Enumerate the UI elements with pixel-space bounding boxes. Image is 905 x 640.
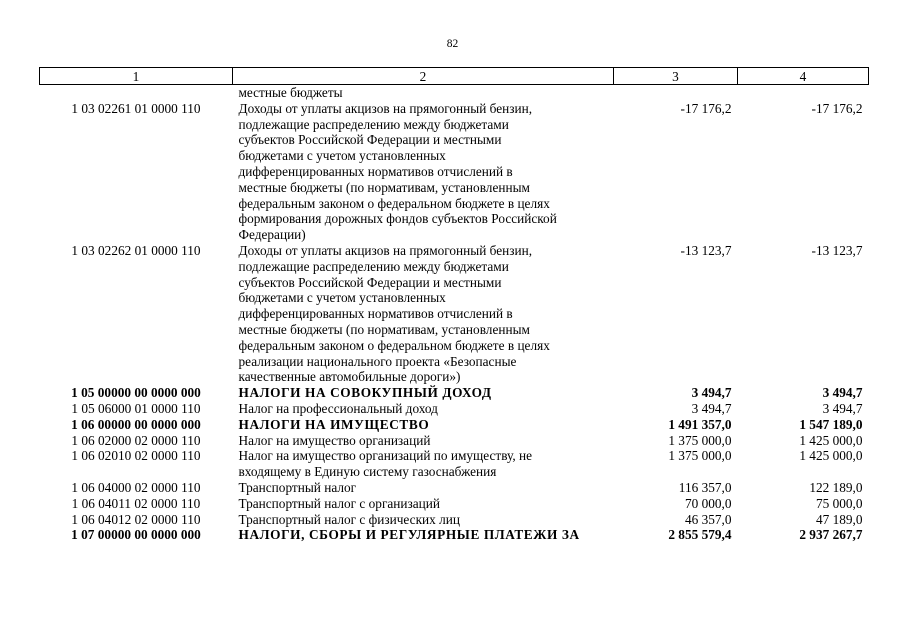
revenue-name-line: субъектов Российской Федерации и местными [238,274,502,290]
revenue-name-cell [233,243,614,385]
table-row [40,401,869,417]
amount-year-2-cell [738,85,869,101]
amount-year-2-cell: 1 547 189,0 [799,416,863,432]
table-row [40,385,869,401]
revenue-name-line: местные бюджеты (по нормативам, установленным [238,321,530,337]
revenue-name-line: Федерации) [238,227,306,243]
revenue-name-line: бюджетами с учетом установленных [238,148,446,164]
column-header-year-2: 4 [738,68,869,85]
table-row [40,85,869,101]
revenue-name-line: Транспортный налог с физических лиц [238,511,460,527]
table-row [40,496,869,512]
revenue-name-cell [233,85,614,101]
revenue-code-cell: 1 06 04012 02 0000 110 [71,511,201,527]
revenue-code-cell: 1 06 04011 02 0000 110 [71,495,201,511]
budget-revenue-table [39,67,869,543]
revenue-name-line: Налог на имущество организаций [238,432,431,448]
amount-year-2-cell: 2 937 267,7 [799,527,863,543]
revenue-name-line: федеральным законом о федеральном бюджете в целях [238,195,550,211]
revenue-name-cell [233,496,614,512]
revenue-name-cell [233,480,614,496]
table-header-row [40,68,869,85]
revenue-name-cell [233,401,614,417]
revenue-name-line: местные бюджеты (по нормативам, установленным [238,179,530,195]
revenue-name-line: подлежащие распределению между бюджетами [238,116,509,132]
amount-year-1-cell: 1 491 357,0 [668,416,732,432]
revenue-code-cell: 1 06 04000 02 0000 110 [71,479,201,495]
amount-year-1-cell: 46 357,0 [684,511,732,527]
amount-year-1-cell: 1 375 000,0 [668,448,732,464]
amount-year-2-cell: 47 189,0 [815,511,863,527]
revenue-code-cell: 1 06 02000 02 0000 110 [71,432,201,448]
revenue-name-line: бюджетами с учетом установленных [238,290,446,306]
amount-year-2-cell: 122 189,0 [809,479,863,495]
revenue-name-line: дифференцированных нормативов отчислений в [238,306,513,322]
column-header-year-1: 3 [614,68,738,85]
amount-year-2-cell: -13 123,7 [811,242,863,258]
amount-year-1-cell: 3 494,7 [691,385,732,401]
table-row [40,243,869,385]
amount-year-1-cell: -17 176,2 [680,100,732,116]
revenue-code-cell: 1 03 02261 01 0000 110 [71,100,201,116]
revenue-name-line: подлежащие распределению между бюджетами [238,258,509,274]
revenue-name-line: местные бюджеты [238,85,343,100]
revenue-name-line: реализации национального проекта «Безопасные [238,353,517,369]
revenue-name-line: Налог на профессиональный доход [238,400,438,416]
revenue-name-line: формирования дорожных фондов субъектов Российской [238,211,557,227]
amount-year-2-cell: 3 494,7 [822,400,863,416]
table-row [40,480,869,496]
table-row [40,101,869,243]
column-header-name: 2 [233,68,614,85]
amount-year-1-cell: 3 494,7 [691,400,732,416]
table-row [40,527,869,543]
revenue-code-cell: 1 05 00000 00 0000 000 [71,385,201,401]
table-body [40,85,869,544]
amount-year-1-cell: 70 000,0 [684,495,732,511]
revenue-code-cell: 1 03 02262 01 0000 110 [71,242,201,258]
revenue-name-line: Доходы от уплаты акцизов на прямогонный бензин, [238,242,533,258]
revenue-name-line: дифференцированных нормативов отчислений в [238,163,513,179]
revenue-name-line: федеральным законом о федеральном бюджете в целях [238,337,550,353]
revenue-name-line: субъектов Российской Федерации и местными [238,132,502,148]
revenue-name-line: входящему в Единую систему газоснабжения [238,464,497,480]
page-number: 82 [446,38,459,50]
table-row [40,448,869,480]
revenue-name-line: НАЛОГИ, СБОРЫ И РЕГУЛЯРНЫЕ ПЛАТЕЖИ ЗА [238,527,580,543]
table-row [40,417,869,433]
revenue-code-cell: 1 06 02010 02 0000 110 [71,448,201,464]
revenue-name-line: качественные автомобильные дороги») [238,369,461,385]
revenue-code-cell: 1 06 00000 00 0000 000 [71,416,201,432]
revenue-name-cell [233,527,614,543]
column-header-code: 1 [40,68,233,85]
revenue-name-cell [233,385,614,401]
amount-year-1-cell: 116 357,0 [678,479,732,495]
revenue-name-line: НАЛОГИ НА ИМУЩЕСТВО [238,416,430,432]
revenue-name-line: Транспортный налог [238,479,357,495]
revenue-name-line: Транспортный налог с организаций [238,495,441,511]
revenue-name-line: НАЛОГИ НА СОВОКУПНЫЙ ДОХОД [238,385,492,401]
amount-year-1-cell [614,85,738,101]
amount-year-2-cell: -17 176,2 [811,100,863,116]
revenue-name-cell [233,101,614,243]
revenue-code-cell [40,85,233,101]
revenue-name-line: Доходы от уплаты акцизов на прямогонный бензин, [238,100,533,116]
table-row [40,433,869,449]
amount-year-2-cell: 75 000,0 [815,495,863,511]
revenue-name-line: Налог на имущество организаций по имуществу, не [238,448,533,464]
revenue-name-cell [233,433,614,449]
amount-year-2-cell: 1 425 000,0 [799,432,863,448]
amount-year-1-cell: -13 123,7 [680,242,732,258]
revenue-name-cell [233,417,614,433]
revenue-code-cell: 1 07 00000 00 0000 000 [71,527,201,543]
revenue-code-cell: 1 05 06000 01 0000 110 [71,400,201,416]
revenue-name-cell [233,448,614,480]
amount-year-2-cell: 1 425 000,0 [799,448,863,464]
revenue-name-cell [233,512,614,528]
amount-year-1-cell: 2 855 579,4 [668,527,732,543]
table-row [40,512,869,528]
amount-year-2-cell: 3 494,7 [822,385,863,401]
amount-year-1-cell: 1 375 000,0 [668,432,732,448]
